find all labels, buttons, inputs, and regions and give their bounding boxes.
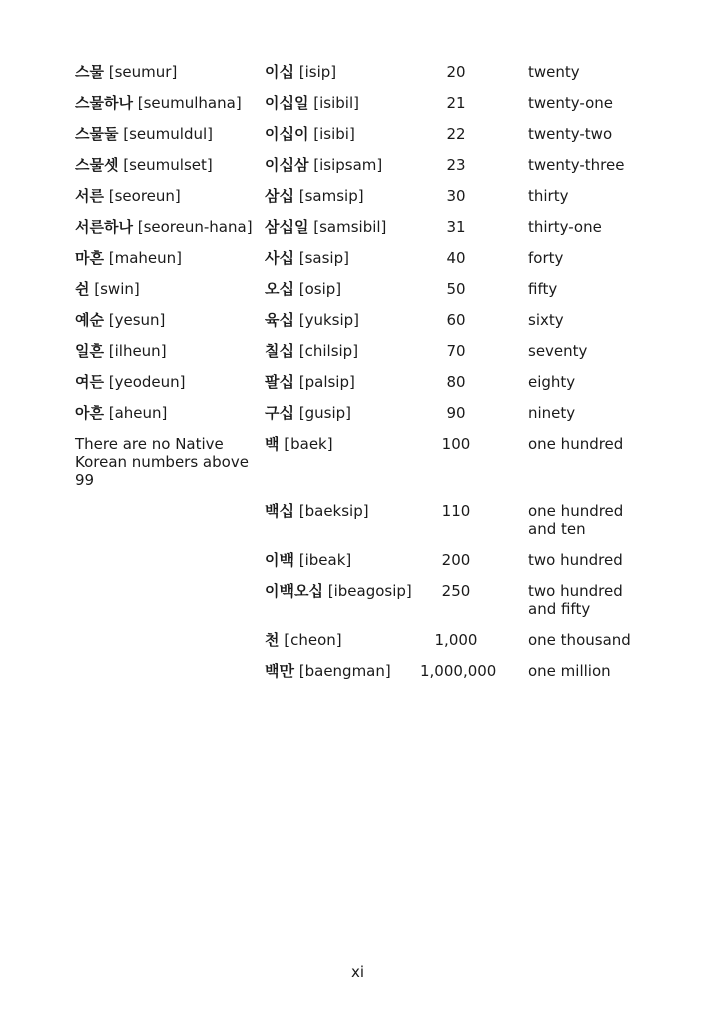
english-cell: one million bbox=[528, 662, 611, 680]
sino-romanization: [yuksip] bbox=[293, 311, 360, 329]
native-romanization: [seumuldul] bbox=[118, 125, 213, 143]
native-korean-word: 스물둘 bbox=[75, 125, 119, 143]
sino-korean-cell bbox=[265, 212, 420, 243]
sino-romanization: [samsip] bbox=[293, 187, 364, 205]
native-korean-word: 예순 bbox=[75, 311, 104, 329]
native-korean-word: 서른 bbox=[75, 187, 104, 205]
native-korean-word: 서른하나 bbox=[75, 218, 133, 236]
english-cell: seventy bbox=[528, 342, 588, 360]
table-row bbox=[75, 150, 645, 181]
sino-korean-cell bbox=[265, 545, 420, 576]
native-korean-cell bbox=[75, 305, 265, 336]
native-korean-word: 스물셋 bbox=[75, 156, 119, 174]
table-row bbox=[75, 656, 645, 687]
numeral-cell: 20 bbox=[446, 63, 466, 81]
native-korean-cell bbox=[75, 336, 265, 367]
sino-romanization: [isibi] bbox=[308, 125, 355, 143]
table-row bbox=[75, 119, 645, 150]
native-korean-word: 스물 bbox=[75, 63, 104, 81]
english-cell: twenty-one bbox=[528, 94, 613, 112]
numeral-cell: 1,000,000 bbox=[420, 662, 497, 680]
sino-romanization: [isipsam] bbox=[308, 156, 383, 174]
sino-korean-cell bbox=[265, 119, 420, 150]
sino-korean-cell bbox=[265, 243, 420, 274]
sino-korean-cell bbox=[265, 576, 420, 625]
sino-korean-cell bbox=[265, 429, 420, 496]
english-cell: twenty bbox=[528, 63, 580, 81]
table-row bbox=[75, 57, 645, 88]
table-row bbox=[75, 496, 645, 545]
sino-korean-cell bbox=[265, 181, 420, 212]
sino-korean-word: 사십 bbox=[265, 249, 294, 267]
native-romanization: [seumulhana] bbox=[132, 94, 242, 112]
native-romanization: [aheun] bbox=[103, 404, 168, 422]
sino-korean-cell bbox=[265, 336, 420, 367]
english-cell: one hundred and ten bbox=[528, 502, 624, 538]
numeral-cell: 80 bbox=[446, 373, 466, 391]
native-note: There are no Native Korean numbers above 99 bbox=[75, 435, 249, 489]
table-row bbox=[75, 243, 645, 274]
sino-korean-cell bbox=[265, 88, 420, 119]
table-row bbox=[75, 367, 645, 398]
sino-romanization: [ibeak] bbox=[293, 551, 352, 569]
sino-korean-word: 이십삼 bbox=[265, 156, 309, 174]
sino-korean-cell bbox=[265, 496, 420, 545]
numbers-table bbox=[75, 57, 645, 687]
sino-korean-cell bbox=[265, 367, 420, 398]
sino-romanization: [isip] bbox=[293, 63, 337, 81]
native-korean-cell bbox=[75, 274, 265, 305]
sino-korean-word: 이십 bbox=[265, 63, 294, 81]
native-korean-word: 여든 bbox=[75, 373, 104, 391]
sino-korean-word: 칠십 bbox=[265, 342, 294, 360]
native-romanization: [swin] bbox=[89, 280, 140, 298]
numeral-cell: 70 bbox=[446, 342, 466, 360]
sino-korean-word: 삼십 bbox=[265, 187, 294, 205]
native-korean-cell bbox=[75, 181, 265, 212]
numbers-table-body bbox=[75, 57, 645, 687]
native-korean-cell bbox=[75, 57, 265, 88]
numeral-cell: 200 bbox=[441, 551, 471, 569]
sino-korean-word: 백십 bbox=[265, 502, 294, 520]
english-cell: forty bbox=[528, 249, 564, 267]
native-korean-cell bbox=[75, 150, 265, 181]
native-korean-cell bbox=[75, 625, 265, 656]
numeral-cell: 50 bbox=[446, 280, 466, 298]
numeral-cell: 250 bbox=[441, 582, 471, 600]
numeral-cell: 40 bbox=[446, 249, 466, 267]
table-row bbox=[75, 576, 645, 625]
sino-korean-cell bbox=[265, 398, 420, 429]
sino-romanization: [baengman] bbox=[293, 662, 391, 680]
numeral-cell: 22 bbox=[446, 125, 466, 143]
english-cell: two hundred bbox=[528, 551, 623, 569]
table-row bbox=[75, 625, 645, 656]
native-romanization: [yeodeun] bbox=[103, 373, 186, 391]
native-romanization: [ilheun] bbox=[103, 342, 167, 360]
native-korean-word: 일흔 bbox=[75, 342, 104, 360]
native-korean-cell bbox=[75, 212, 265, 243]
sino-korean-word: 백만 bbox=[265, 662, 294, 680]
native-korean-word: 아흔 bbox=[75, 404, 104, 422]
native-korean-cell bbox=[75, 367, 265, 398]
table-row bbox=[75, 545, 645, 576]
native-korean-cell bbox=[75, 119, 265, 150]
sino-romanization: [ibeagosip] bbox=[322, 582, 412, 600]
sino-romanization: [samsibil] bbox=[308, 218, 387, 236]
numeral-cell: 90 bbox=[446, 404, 466, 422]
table-row bbox=[75, 274, 645, 305]
numeral-cell: 23 bbox=[446, 156, 466, 174]
sino-romanization: [osip] bbox=[293, 280, 342, 298]
native-korean-cell bbox=[75, 496, 265, 545]
sino-romanization: [baek] bbox=[279, 435, 333, 453]
numeral-cell: 1,000 bbox=[434, 631, 478, 649]
sino-korean-word: 이십이 bbox=[265, 125, 309, 143]
numeral-cell: 21 bbox=[446, 94, 466, 112]
english-cell: twenty-two bbox=[528, 125, 613, 143]
table-row bbox=[75, 305, 645, 336]
table-row bbox=[75, 88, 645, 119]
english-cell: ninety bbox=[528, 404, 576, 422]
sino-korean-cell bbox=[265, 150, 420, 181]
numeral-cell: 60 bbox=[446, 311, 466, 329]
numeral-cell: 31 bbox=[446, 218, 466, 236]
sino-korean-word: 구십 bbox=[265, 404, 294, 422]
sino-romanization: [isibil] bbox=[308, 94, 359, 112]
native-korean-word: 마흔 bbox=[75, 249, 104, 267]
sino-korean-word: 이백 bbox=[265, 551, 294, 569]
english-cell: two hundred and fifty bbox=[528, 582, 623, 618]
table-row bbox=[75, 398, 645, 429]
english-cell: fifty bbox=[528, 280, 558, 298]
native-korean-cell bbox=[75, 243, 265, 274]
english-cell: eighty bbox=[528, 373, 576, 391]
sino-korean-word: 이백오십 bbox=[265, 582, 323, 600]
native-korean-cell bbox=[75, 398, 265, 429]
sino-korean-word: 팔십 bbox=[265, 373, 294, 391]
native-korean-cell bbox=[75, 88, 265, 119]
sino-korean-cell bbox=[265, 625, 420, 656]
table-row bbox=[75, 429, 645, 496]
sino-romanization: [cheon] bbox=[279, 631, 342, 649]
english-cell: one hundred bbox=[528, 435, 624, 453]
sino-korean-cell bbox=[265, 274, 420, 305]
sino-romanization: [sasip] bbox=[293, 249, 349, 267]
numeral-cell: 100 bbox=[441, 435, 471, 453]
sino-romanization: [baeksip] bbox=[293, 502, 369, 520]
sino-korean-word: 오십 bbox=[265, 280, 294, 298]
native-korean-cell bbox=[75, 576, 265, 625]
sino-romanization: [palsip] bbox=[293, 373, 355, 391]
numeral-cell: 110 bbox=[441, 502, 471, 520]
english-cell: sixty bbox=[528, 311, 564, 329]
numeral-cell: 30 bbox=[446, 187, 466, 205]
sino-korean-word: 천 bbox=[265, 631, 280, 649]
table-row bbox=[75, 336, 645, 367]
native-romanization: [seoreun-hana] bbox=[132, 218, 253, 236]
sino-romanization: [gusip] bbox=[293, 404, 351, 422]
native-korean-cell bbox=[75, 656, 265, 687]
english-cell: thirty-one bbox=[528, 218, 602, 236]
page-number: xi bbox=[350, 963, 365, 981]
native-romanization: [yesun] bbox=[103, 311, 166, 329]
sino-korean-word: 삼십일 bbox=[265, 218, 309, 236]
sino-korean-word: 백 bbox=[265, 435, 280, 453]
table-row bbox=[75, 212, 645, 243]
sino-korean-word: 육십 bbox=[265, 311, 294, 329]
english-cell: thirty bbox=[528, 187, 569, 205]
sino-korean-word: 이십일 bbox=[265, 94, 309, 112]
sino-korean-cell bbox=[265, 305, 420, 336]
english-cell: one thousand bbox=[528, 631, 631, 649]
native-romanization: [maheun] bbox=[103, 249, 183, 267]
native-romanization: [seumulset] bbox=[118, 156, 213, 174]
native-korean-cell bbox=[75, 545, 265, 576]
sino-korean-cell bbox=[265, 656, 420, 687]
native-korean-cell bbox=[75, 429, 265, 496]
sino-korean-cell bbox=[265, 57, 420, 88]
native-romanization: [seoreun] bbox=[103, 187, 181, 205]
native-romanization: [seumur] bbox=[103, 63, 178, 81]
sino-romanization: [chilsip] bbox=[293, 342, 359, 360]
native-korean-word: 쉰 bbox=[75, 280, 90, 298]
native-korean-word: 스물하나 bbox=[75, 94, 133, 112]
table-row bbox=[75, 181, 645, 212]
english-cell: twenty-three bbox=[528, 156, 625, 174]
